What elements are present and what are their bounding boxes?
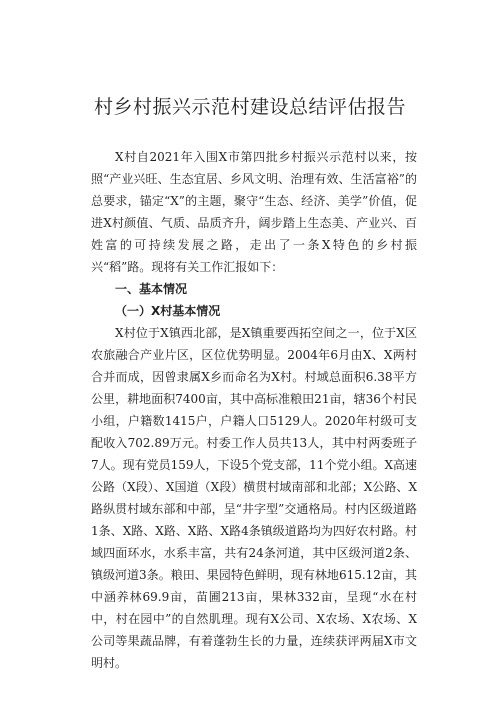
subsection-heading: （一）X村基本情况	[115, 304, 221, 318]
document-title: 村乡村振兴示范村建设总结评估报告	[93, 96, 406, 118]
section-heading: 一、基本情况	[115, 282, 188, 296]
basic-info-paragraph: X村位于X镇西北部，是X镇重要西拓空间之一，位于X区农旅融合产业片区，区位优势明显。2004年6月由X、X两村合并而成，因曾隶属X乡而命名为X村。村域总面积6.38平方公里，耕地面积7400亩，其中高标准粮田21亩，辖36个村民小组，户籍数1415户，户籍人口5129人。2020年村级可支配收入702.89万元。村委工作人员共13人，其中村两委班子7人。现有党员159人，下设5个党支部，11个党小组。X高速公路（X段）、X国道（X段）横贯村域南部和北部；X公路、X路纵贯村域东部和中部，呈“井字型”交通格局。村内区级道路1条、X路、X路、X路、X路4条镇级道路均为四好农村路。村域四面环水，水系丰富，共有24条河道，其中区级河道2条、镇级河道3条。粮田、果园特色鲜明，现有林地615.12亩，其中涵养林69.9亩，苗圃213亩，果林332亩，呈现“水在村中，村在园中”的自然肌理。现有X公司、X农场、X农场、X公司等果蔬品牌，有着蓬勃生长的力量，连续获评两届X市文明村。	[91, 326, 417, 670]
intro-paragraph: X村自2021年入围X市第四批乡村振兴示范村以来，按照“产业兴旺、生态宜居、乡风文明、治理有效、生活富裕”的总要求，锚定“X”的主题，聚守“生态、经济、美学”价值，促进X村颜值、气质、品质齐升，阔步踏上生态美、产业兴、百姓富的可持续发展之路，走出了一条X特色的乡村振兴“稻”路。现将有关工作汇报如下：	[91, 150, 417, 274]
document-body	[91, 146, 417, 674]
